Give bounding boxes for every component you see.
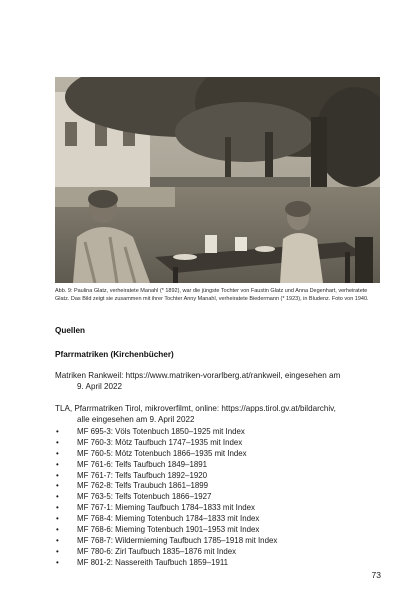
bullet: • [56, 557, 59, 567]
heading-sources: Quellen [55, 326, 86, 335]
list-item-text: MF 760-5: Mötz Totenbuch 1866–1935 mit Index [77, 448, 247, 458]
list-item [55, 481, 380, 492]
list-item [55, 438, 380, 449]
bullet: • [56, 492, 59, 502]
bullet: • [56, 437, 59, 447]
list-item-text: MF 768-4: Mieming Totenbuch 1784–1833 mit Index [77, 514, 260, 524]
list-item-text: MF 761-6: Telfs Taufbuch 1849–1891 [77, 459, 207, 469]
bullet: • [56, 427, 59, 436]
list-item-text: MF 768-7: Wildermieming Taufbuch 1785–1918 mit Index [77, 535, 278, 545]
list-item [55, 536, 380, 547]
bullet: • [56, 481, 59, 491]
list-item [55, 525, 380, 536]
archival-photo [55, 77, 380, 283]
bullet: • [56, 459, 59, 469]
page-number: 73 [371, 570, 381, 580]
list-item [55, 492, 380, 503]
bullet: • [56, 525, 59, 535]
bullet: • [56, 503, 59, 513]
list-item [55, 503, 380, 514]
reference-rankweil [55, 371, 380, 392]
archival-photo-icon [55, 77, 380, 283]
list-item [55, 427, 380, 438]
list-item-text: MF 767-1: Mieming Taufbuch 1784–1833 mit Index [77, 503, 255, 513]
list-item-text: MF 768-6: Mieming Totenbuch 1901–1953 mit Index [77, 525, 260, 535]
list-item-text: MF 763-5: Telfs Totenbuch 1866–1927 [77, 492, 212, 502]
bullet: • [56, 535, 59, 545]
bullet: • [56, 470, 59, 480]
reference-tla [55, 404, 380, 425]
list-item-text: MF 695-3: Völs Totenbuch 1850–1925 mit Index [77, 427, 245, 436]
list-item-text: MF 760-3: Mötz Taufbuch 1747–1935 mit Index [77, 437, 243, 447]
reference-rankweil-line1: Matriken Rankweil: https://www.matriken-vorarlberg.at/rankweil, eingesehen am [55, 371, 341, 380]
photo-caption: Abb. 9: Paulina Glatz, verheiratete Manahl (* 1892), war die jüngste Tochter von Faustin Glatz und Anna Degenhart, verheiratete Glatz. Das Bild zeigt sie zusammen mit ihrer Tochter Anny Manahl, verheiratete Biedermann (* 1923), in Bludenz. Foto von 1940. [55, 288, 369, 303]
list-item [55, 514, 380, 525]
bullet: • [56, 448, 59, 458]
list-item [55, 547, 380, 558]
microfilm-list [55, 427, 380, 569]
heading-parish-registers: Pfarrmatriken (Kirchenbücher) [55, 350, 174, 359]
bullet: • [56, 514, 59, 524]
list-item [55, 471, 380, 482]
reference-tla-line2: alle eingesehen am 9. April 2022 [77, 414, 195, 424]
list-item [55, 558, 380, 569]
list-item-text: MF 761-7: Telfs Taufbuch 1892–1920 [77, 470, 207, 480]
bullet: • [56, 546, 59, 556]
list-item-text: MF 780-6: Zirl Taufbuch 1835–1876 mit Index [77, 546, 237, 556]
list-item [55, 449, 380, 460]
list-item-text: MF 801-2: Nassereith Taufbuch 1859–1911 [77, 557, 229, 567]
list-item-text: MF 762-8: Telfs Traubuch 1861–1899 [77, 481, 209, 491]
reference-tla-line1: TLA, Pfarrmatriken Tirol, mikroverfilmt, online: https://apps.tirol.gv.at/bildarchiv, [55, 404, 336, 413]
list-item [55, 460, 380, 471]
reference-rankweil-line2: 9. April 2022 [77, 381, 122, 391]
